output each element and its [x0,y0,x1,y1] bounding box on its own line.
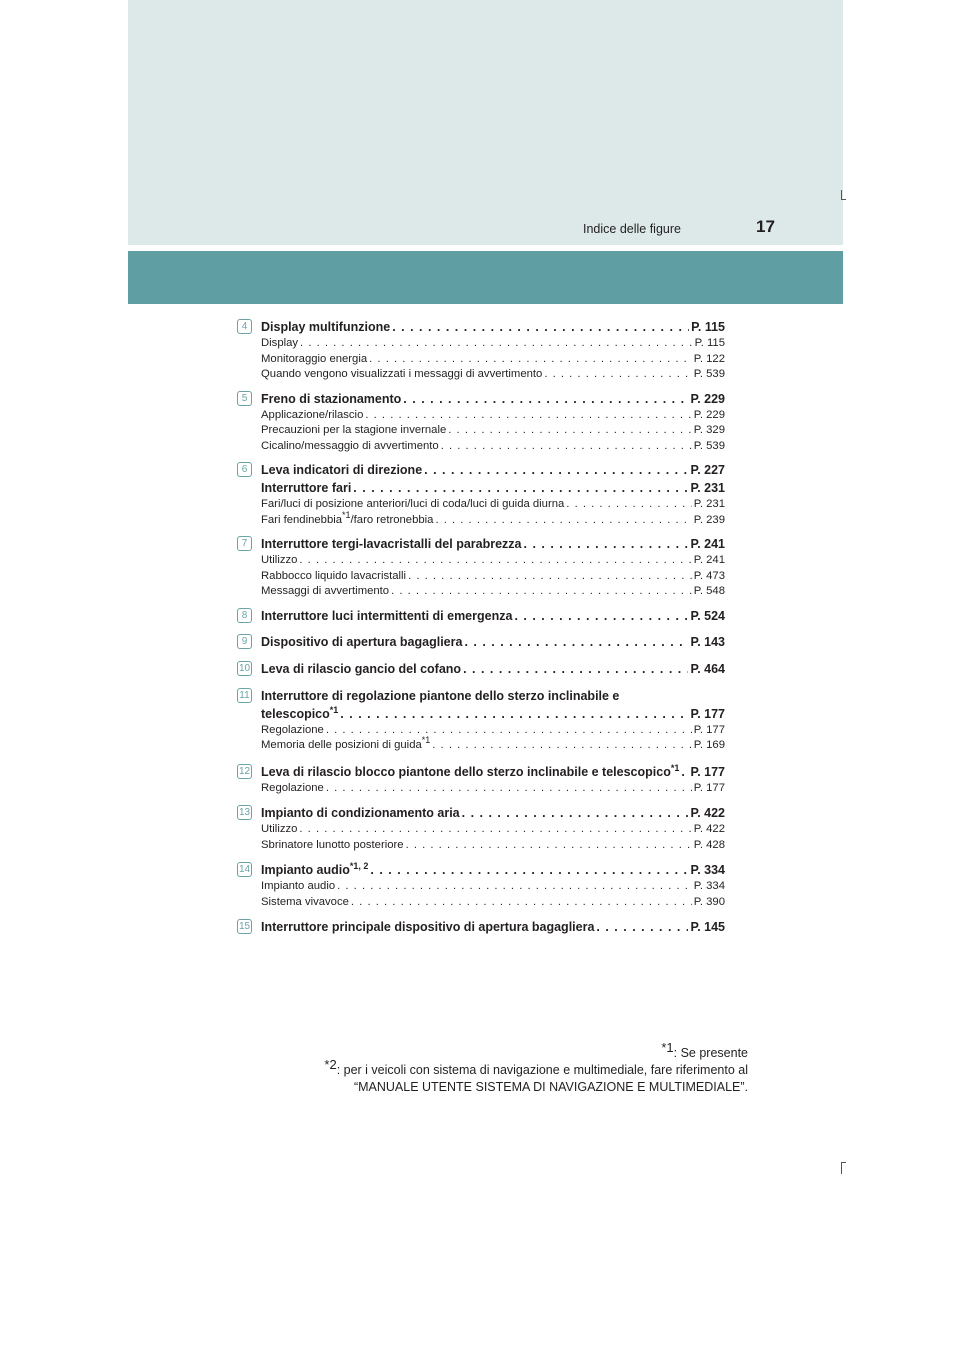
section-number-badge: 7 [237,536,252,551]
page-reference: P. 231 [690,481,725,495]
toc-section [237,660,725,678]
page-reference: P. 177 [690,706,725,721]
toc-subentry[interactable] [261,509,725,529]
entry-label: Dispositivo di apertura bagagliera [261,634,463,649]
section-number-badge: 4 [237,319,252,334]
footnote-ref: *1, 2 [349,860,369,871]
entry-label: Interruttore fari [261,481,352,495]
page-reference: P. 229 [690,391,725,406]
entry-label: Interruttore principale dispositivo di apertura bagagliera [261,920,595,934]
dot-leader [463,660,688,678]
dot-leader [524,535,689,553]
toc-subentry[interactable] [261,352,725,368]
dot-leader [369,352,692,368]
dot-leader [566,497,691,513]
page-reference: P. 334 [693,880,725,892]
entry-label: Fari fendinebbia$^{*1}$/faro retronebbia [261,509,434,526]
dot-leader [392,318,689,336]
entry-label: Impianto audio [261,880,336,892]
page-reference: P. 115 [694,337,725,349]
page-reference: P. 422 [690,806,725,820]
toc-entry[interactable] [261,390,725,408]
toc-section [237,633,725,651]
dot-leader [424,461,688,479]
toc-entry[interactable] [261,479,725,497]
toc-entry[interactable] [261,687,725,705]
entry-label: Fari/luci di posizione anteriori/luci di coda/luci di guida diurna [261,498,565,510]
footnote-ref: *1 [670,762,680,773]
page-reference: P. 539 [693,368,725,380]
toc-section [237,318,725,383]
toc-subentry[interactable] [261,497,725,513]
toc-entry[interactable] [261,535,725,553]
footnote-mark: *2 [324,1056,337,1072]
toc-entry[interactable] [261,461,725,479]
toc-section [237,918,725,936]
page-reference: P. 231 [693,498,725,510]
footnote-line: “MANUALE UTENTE SISTEMA DI NAVIGAZIONE E MULTIMEDIALE”. [353,1080,748,1094]
entry-label: Applicazione/rilascio [261,408,364,421]
toc-entry[interactable] [261,763,725,781]
page-reference: P. 115 [691,320,725,334]
toc-subentry[interactable] [261,781,725,797]
entry-label: Interruttore tergi-lavacristalli del parabrezza [261,537,522,551]
page-reference: P. 473 [693,569,725,582]
page-reference: P. 464 [690,661,725,676]
entry-label: Display [261,337,299,349]
toc-entry[interactable] [261,607,725,625]
page-reference: P. 390 [693,895,725,908]
page-reference: P. 143 [690,634,725,649]
entry-label: Leva di rilascio blocco piantone dello sterzo inclinabile e telescopico$^{*1}$ [261,762,680,779]
footnote-ref: *1 [342,509,351,520]
toc-section [237,763,725,797]
entry-label: Utilizzo [261,554,298,566]
entry-label: Interruttore luci intermittenti di emergenza [261,608,513,623]
section-number-badge: 5 [237,391,252,406]
entry-label: Regolazione [261,723,324,736]
entry-label: Impianto di condizionamento aria [261,806,460,820]
section-number-badge: 12 [238,765,251,777]
footnote-ref: *1 [421,735,431,746]
entry-label: Leva indicatori di direzione [261,463,423,477]
dot-leader [300,336,693,352]
figure-index-list [237,318,725,936]
dot-leader [596,918,688,936]
dot-leader [681,763,688,781]
section-number-badge: 13 [238,807,251,818]
crop-mark [841,199,846,200]
dot-leader [351,895,692,911]
section-band [128,251,843,304]
page-reference: P. 524 [690,608,725,623]
toc-subentry[interactable] [261,569,725,585]
dot-leader [514,607,688,625]
footnote-mark: *1 [661,1039,674,1055]
section-number-badge: 10 [238,662,251,674]
dot-leader [403,390,688,408]
page-reference: P. 145 [690,920,725,934]
toc-subentry[interactable] [261,723,725,739]
toc-subentry[interactable] [261,336,725,352]
page-reference: P. 169 [693,739,725,751]
toc-section [237,804,725,853]
crop-mark [841,1162,846,1163]
header-band [128,0,843,245]
page-reference: P. 539 [693,439,725,452]
entry-label: Messaggi di avvertimento [261,585,390,597]
entry-label: Interruttore di regolazione piantone dello sterzo inclinabile e [261,688,620,703]
dot-leader [462,804,689,822]
section-number-badge: 15 [238,921,251,932]
toc-section [237,461,725,528]
toc-subentry[interactable] [261,439,725,455]
footnotes [324,1039,748,1096]
dot-leader [441,439,692,455]
page-reference: P. 329 [693,424,725,436]
dot-leader [370,861,688,879]
toc-subentry[interactable] [261,895,725,911]
entry-label: Cicalino/messaggio di avvertimento [261,439,439,452]
entry-label: telescopico$^{*1}$ [261,704,339,721]
dot-leader [353,479,688,497]
toc-section [237,607,725,625]
toc-subentry[interactable] [261,822,725,838]
dot-leader [464,633,688,651]
page-reference: P. 428 [693,838,725,851]
toc-subentry[interactable] [261,408,725,424]
entry-label: Leva di rilascio gancio del cofano [261,661,462,676]
dot-leader [299,553,691,569]
toc-section [237,861,725,910]
entry-label: Rabbocco liquido lavacristalli [261,569,407,582]
footnote-ref: *1 [329,704,339,715]
toc-subentry[interactable] [261,584,725,600]
dot-leader [406,838,692,854]
dot-leader [408,569,692,585]
toc-subentry[interactable] [261,879,725,895]
dot-leader [340,705,688,723]
entry-label: Quando vengono visualizzati i messaggi di avvertimento [261,368,543,380]
entry-label: Regolazione [261,781,324,794]
page-reference: P. 241 [690,537,725,551]
page-reference: P. 122 [693,352,725,365]
toc-entry[interactable] [261,660,725,678]
page-reference: P. 241 [693,554,725,566]
toc-entry[interactable] [261,804,725,822]
entry-label: Utilizzo [261,823,298,835]
entry-label: Display multifunzione [261,320,391,334]
section-number-badge: 6 [237,462,252,477]
page-reference: P. 177 [693,723,725,736]
page-reference: P. 227 [690,463,725,477]
section-number-badge: 9 [237,634,252,649]
entry-label: Sbrinatore lunotto posteriore [261,838,404,851]
page-reference: P. 177 [690,764,725,779]
toc-subentry[interactable] [261,838,725,854]
toc-entry[interactable] [261,705,725,723]
entry-label: Freno di stazionamento [261,391,402,406]
page-reference: P. 229 [693,408,725,421]
dot-leader [299,822,691,838]
toc-subentry[interactable] [261,367,725,383]
entry-label: Memoria delle posizioni di guida$^{*1}$ [261,735,431,751]
section-number-badge: 8 [237,608,252,623]
section-number-badge: 11 [237,688,252,703]
entry-label: Sistema vivavoce [261,895,349,908]
page-reference: P. 177 [693,781,725,794]
dot-leader [391,584,692,600]
entry-label: Precauzioni per la stagione invernale [261,424,447,436]
toc-entry[interactable] [261,318,725,336]
section-number-badge: 14 [238,864,251,875]
toc-subentry[interactable] [261,553,725,569]
toc-entry[interactable] [261,918,725,936]
dot-leader [435,513,691,529]
page-reference: P. 334 [690,863,725,877]
entry-label: Impianto audio$^{*1, 2}$ [261,860,369,877]
toc-entry[interactable] [261,633,725,651]
dot-leader [448,423,692,439]
toc-subentry[interactable] [261,423,725,439]
header-title: Indice delle figure [583,222,681,236]
crop-mark [841,1162,842,1174]
dot-leader [544,367,691,383]
entry-label: Monitoraggio energia [261,352,368,365]
toc-section [237,535,725,600]
dot-leader [365,408,691,424]
page-number: 17 [756,217,775,236]
toc-subentry[interactable] [261,735,725,754]
toc-section [237,687,725,754]
page-reference: P. 239 [693,513,725,526]
toc-section [237,390,725,455]
footnote-line: $^{*2}$: per i veicoli con sistema di navigazione e multimediale, fare riferimento al [324,1056,748,1077]
page-reference: P. 422 [693,823,725,835]
dot-leader [337,879,692,895]
page-reference: P. 548 [693,585,725,597]
footnote-line: $^{*1}$: Se presente [661,1039,748,1060]
dot-leader [326,723,692,739]
dot-leader [432,738,692,754]
toc-entry[interactable] [261,861,725,879]
dot-leader [326,781,692,797]
